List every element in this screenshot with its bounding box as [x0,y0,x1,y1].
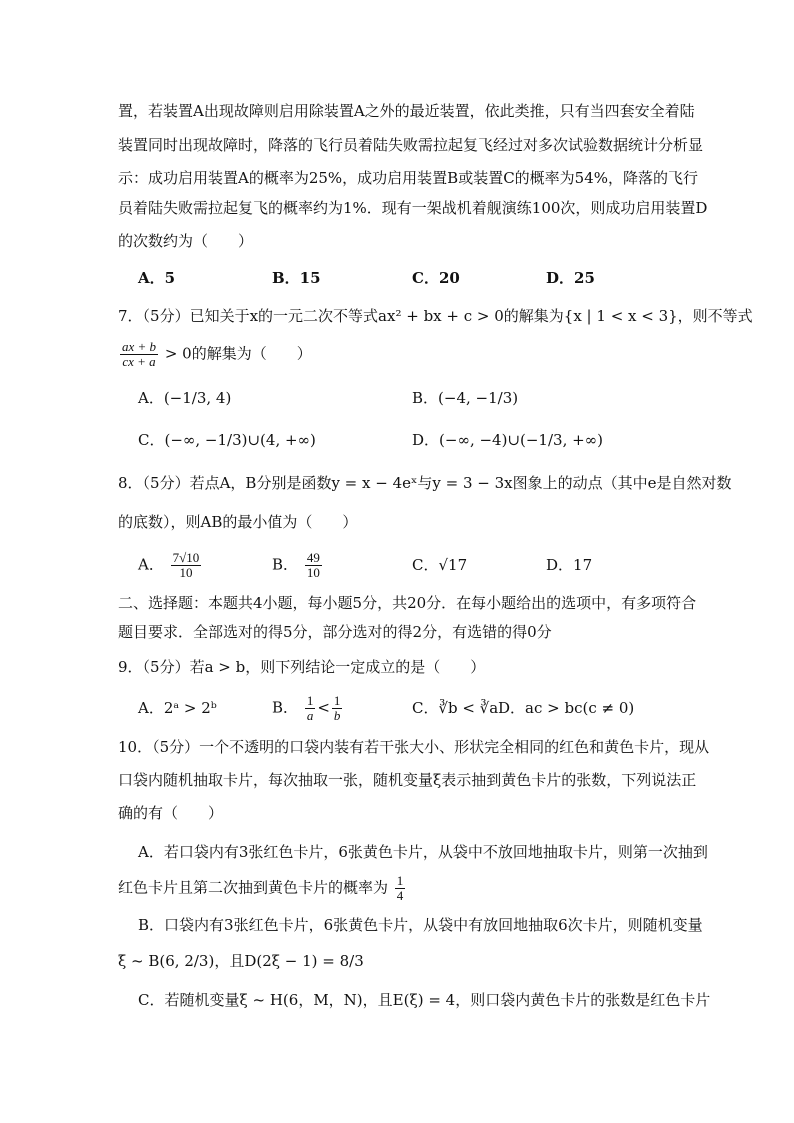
fraction-numerator: 49 [306,550,320,565]
option-b-fraction-left: $\frac{1}{a}$ [306,693,314,723]
section2-line1: 二、选择题：本题共4小题，每小题5分，共20分．在每小题给出的选项中，有多项符合 [118,594,697,612]
problem6-line5: 的次数约为（ ） [118,232,254,250]
problem10-option-a-line1: A．若口袋内有3张红色卡片，6张黄色卡片，从袋中不放回地抽取卡片，则第一次抽到 [138,843,708,861]
problem6-option-d: D．25 [546,269,595,287]
option-a-fraction [171,551,202,580]
problem7-stem-tail: > 0的解集为（ ） [164,344,312,363]
fraction-numerator: 7√10 [172,550,200,565]
problem7-fraction [120,340,158,369]
problem9-option-c: C．∛b < ∛a [412,699,499,717]
problem6-option-a: A．5 [138,269,176,287]
option-b-fraction [305,551,322,580]
problem8-stem-line2: 的底数），则AB的最小值为（ ） [118,513,358,531]
fraction-numerator: 1 [396,873,404,888]
problem10-option-a-line2 [118,874,407,903]
problem7-option-b: B．(−4, −1/3) [412,389,519,407]
problem9-option-a: A．2ᵃ > 2ᵇ [138,699,217,717]
problem7-stem-line2 [118,340,312,369]
problem6-line3: 示：成功启用装置A的概率为25%，成功启用装置B或装置C的概率为54%，降落的飞行 [118,169,699,187]
problem9-option-d: D．ac > bc(c ≠ 0) [498,699,635,717]
problem6-option-b: B．15 [272,269,321,287]
fraction-denominator: 10 [179,565,193,580]
problem7-option-c: C．(−∞, −1/3)∪(4, +∞) [138,431,316,449]
fraction-denominator: 10 [306,565,320,580]
problem10-option-b-line2: ξ ~ B(6, 2/3)，且D(2ξ − 1) = 8/3 [118,952,364,970]
problem7-stem-line1: 7．（5分）已知关于x的一元二次不等式ax² + bx + c > 0的解集为{x | 1 < x < 3}，则不等式 [118,307,753,325]
problem10-option-b-line1: B．口袋内有3张红色卡片，6张黄色卡片，从袋中有放回地抽取6次卡片，则随机变量 [138,916,703,934]
problem10-option-c-line1: C．若随机变量ξ ~ H(6，M，N)，且E(ξ) = 4，则口袋内黄色卡片的张数是红色卡片 [138,991,711,1009]
option-a-label: A． [138,555,164,574]
problem9-stem: 9．（5分）若a > b，则下列结论一定成立的是（ ） [118,658,486,676]
problem6-line2: 装置同时出现故障时，降落的飞行员着陆失败需拉起复飞经过对多次试验数据统计分析显 [118,136,704,154]
problem8-option-d: D．17 [546,556,593,574]
section2-line2: 题目要求．全部选对的得5分，部分选对的得2分，有选错的得0分 [118,623,552,641]
problem9-option-b: B． $\frac{1}{a}$ < $\frac{1}{b}$ [272,693,341,723]
problem10-line3: 确的有（ ） [118,804,224,822]
problem6-option-c: C．20 [412,269,460,287]
fraction-numerator: ax + b [122,339,157,354]
problem7-option-a: A．(−1/3, 4) [138,389,232,407]
problem8-option-c: C．√17 [412,556,468,574]
problem7-option-d: D．(−∞, −4)∪(−1/3, +∞) [412,431,604,449]
option-a-fraction [395,874,406,903]
problem10-line1: 10．（5分）一个不透明的口袋内装有若干张大小、形状完全相同的红色和黄色卡片，现从 [118,738,710,756]
problem6-line1: 置，若装置A出现故障则启用除装置A之外的最近装置，依此类推，只有当四套安全着陆 [118,102,695,120]
fraction-denominator: cx + a [122,354,156,369]
fraction-denominator: 4 [396,888,404,903]
option-b-fraction-right: $\frac{1}{b}$ [333,693,341,723]
option-b-label: B． [272,698,299,717]
problem8-option-a [138,551,203,580]
problem10-line2: 口袋内随机抽取卡片，每次抽取一张，随机变量ξ表示抽到黄色卡片的张数，下列说法正 [118,771,697,789]
option-b-label: B． [272,555,299,574]
option-a-text: 红色卡片且第二次抽到黄色卡片的概率为 [118,878,389,897]
problem8-stem-line1: 8．（5分）若点A，B分别是函数y = x − 4eˣ与y = 3 − 3x图象上的动点（其中e是自然对数 [118,474,732,492]
problem8-option-b [272,551,324,580]
problem6-line4: 员着陆失败需拉起复飞的概率约为1%．现有一架战机着舰演练100次，则成功启用装置D [118,199,708,217]
